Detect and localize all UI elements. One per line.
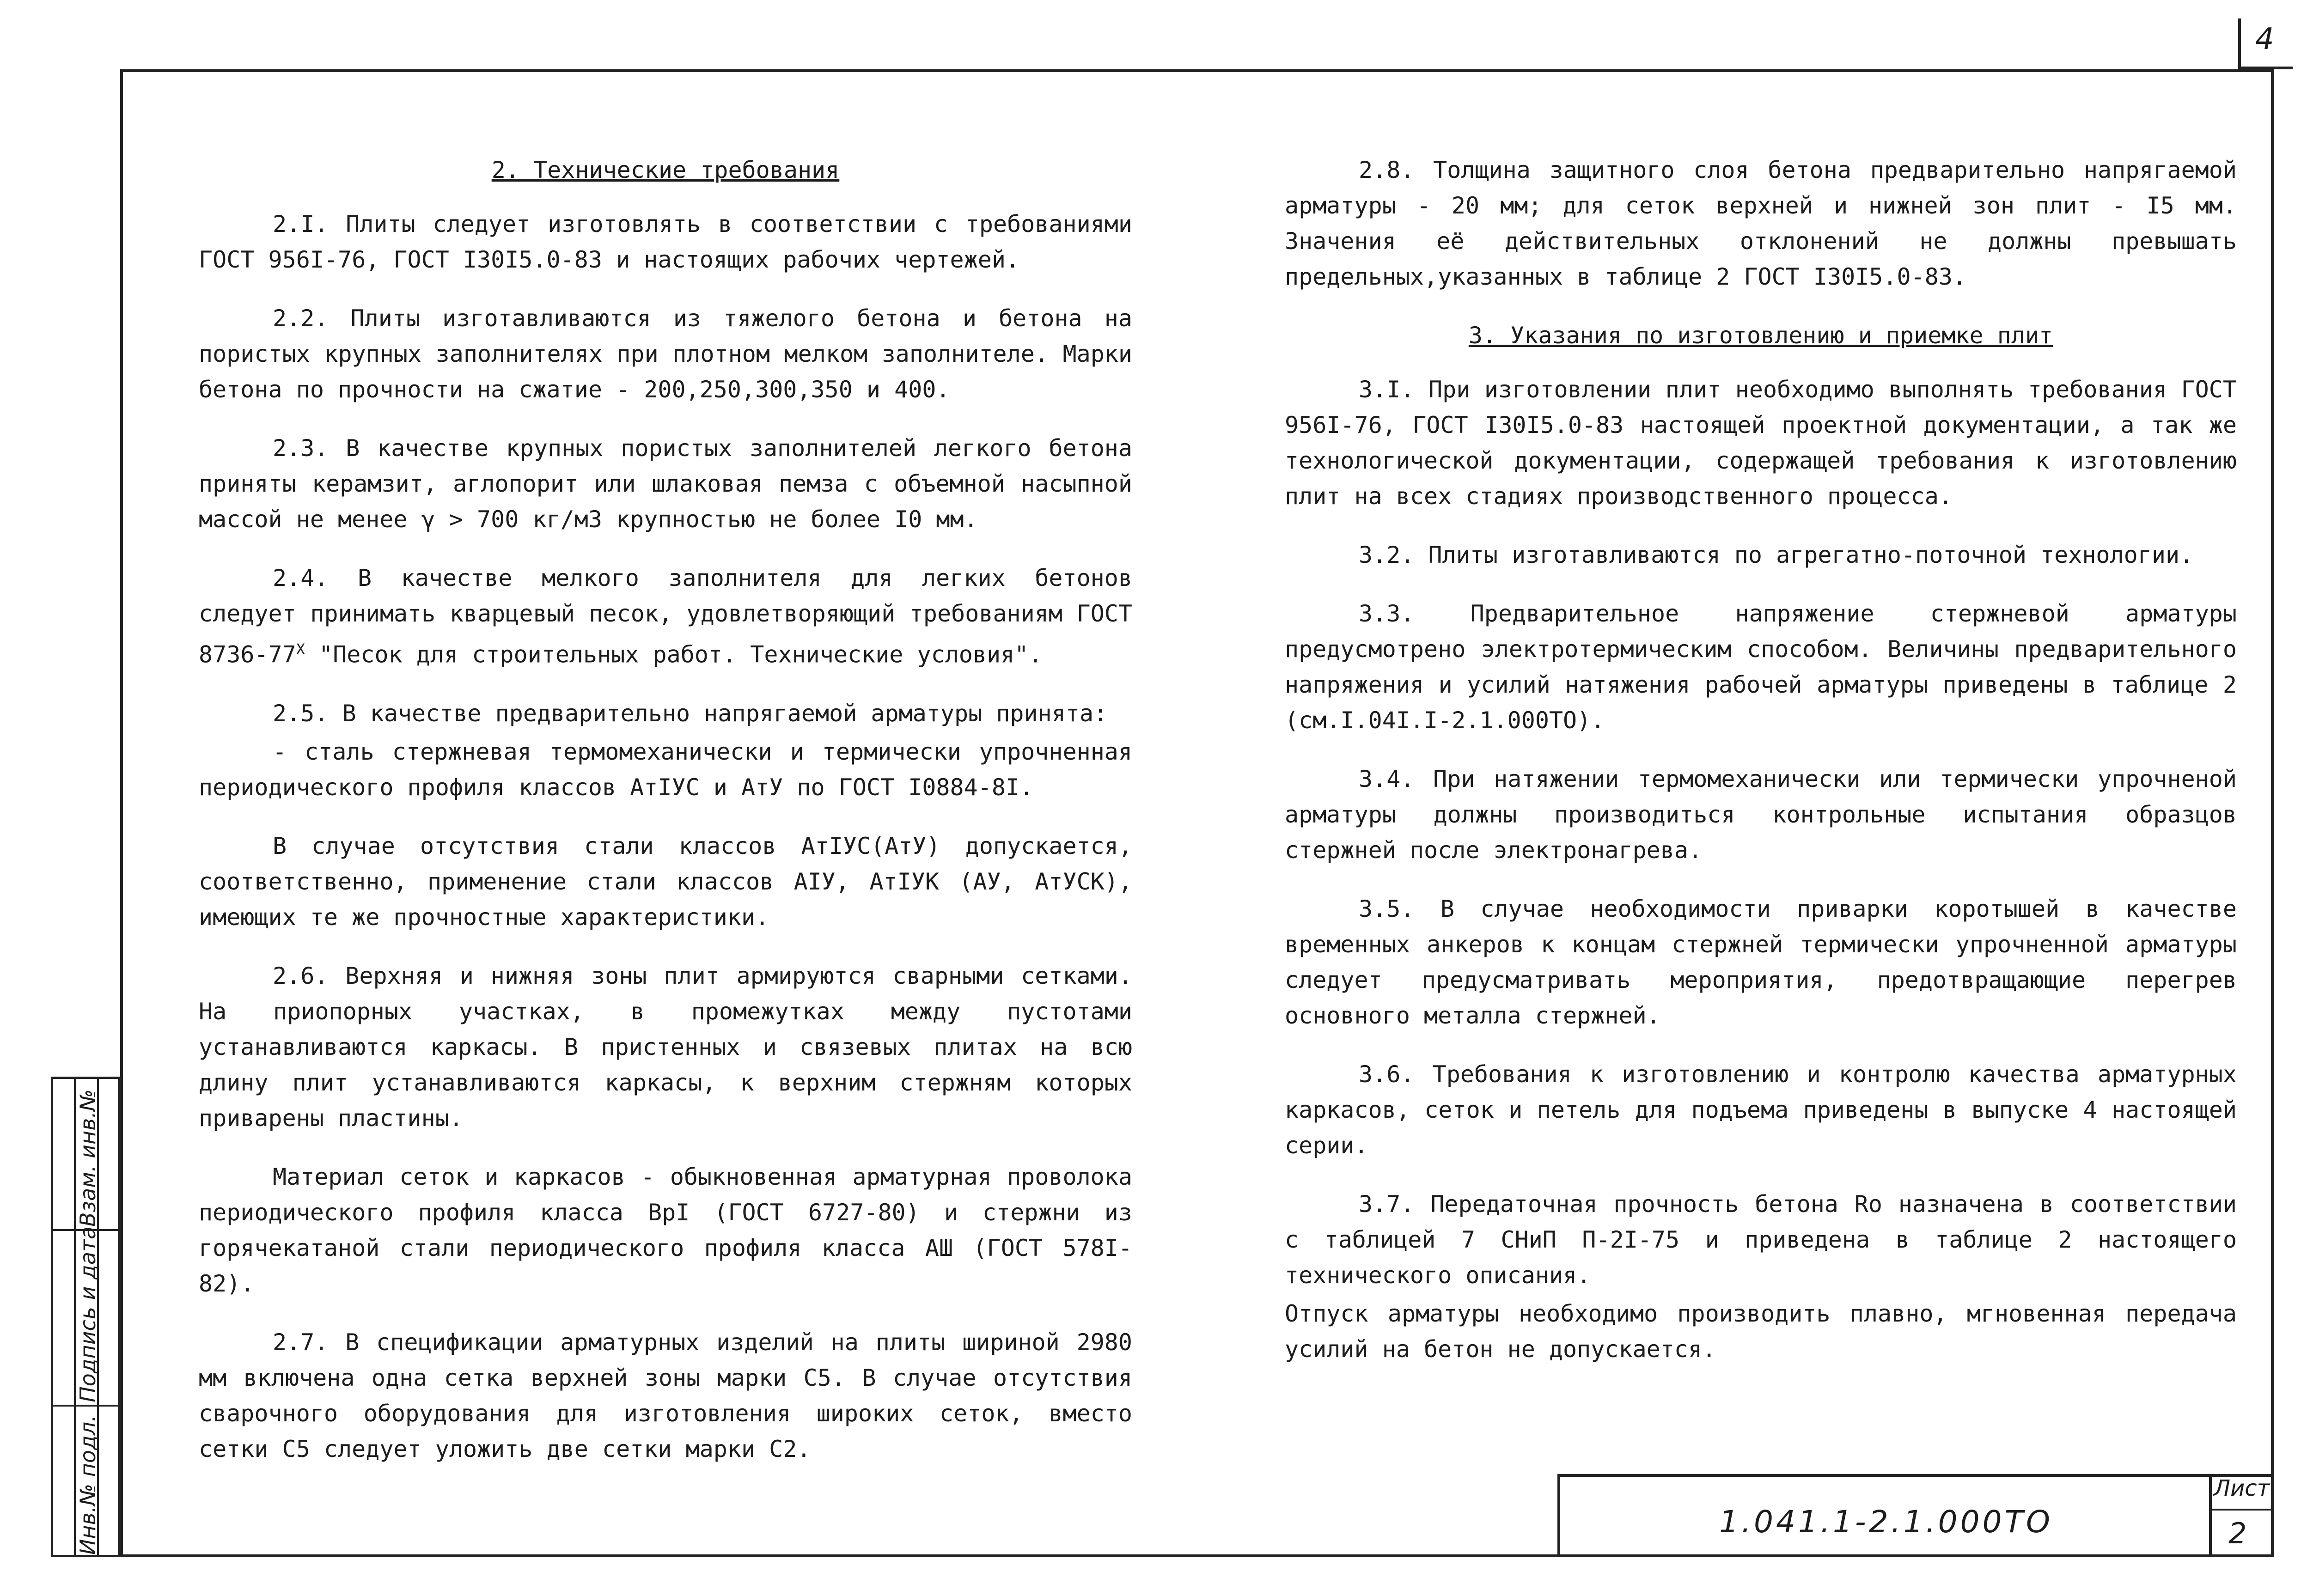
strip-label-signature: Подпись и дата <box>75 1226 100 1402</box>
strip-label-replacement: Взам. инв.№ <box>75 1089 100 1227</box>
section-2-heading: 2. Технические требования <box>491 157 840 183</box>
left-column <box>199 152 1132 1490</box>
paragraph-2-4-tail: "Песок для строительных работ. Технические условия". <box>305 641 1043 668</box>
corner-sheet-number: 4 <box>2255 22 2274 56</box>
paragraph-2-4-main: 2.4. В качестве мелкого заполнителя для легких бетонов следует принимать кварцевый песок, удовлетворяющий требованиям ГОСТ 8736-77 <box>199 565 1132 668</box>
paragraph-3-5: 3.5. В случае необходимости приварки коротышей в качестве временных анкеров к концам стержней термически упрочненной арматуры следует предусматривать мероприятия, предотвращающие перегрев основного металла стержней. <box>1285 895 2237 1029</box>
paragraph-3-1: 3.I. При изготовлении плит необходимо выполнять требования ГОСТ 956I-76, ГОСТ I30I5.0-83 настоящей проектной документации, а так же технологической документации, содержащей требования к изготовлению плит на всех стадиях производственного процесса. <box>1285 376 2237 510</box>
right-column <box>1285 152 2237 1390</box>
paragraph-3-7: 3.7. Передаточная прочность бетона Ro назначена в соответствии с таблицей 7 СНиП П-2I-75 и приведена в таблице 2 настоящего технического описания. <box>1285 1191 2237 1289</box>
sheet-number: 2 <box>2228 1517 2247 1550</box>
sheet-label: Лист <box>2214 1475 2270 1501</box>
paragraph-2-2: 2.2. Плиты изготавливаются из тяжелого бетона и бетона на пористых крупных заполнителях при плотном мелком заполнителе. Марки бетона по прочности на сжатие - 200,250,300,350 и 400. <box>199 305 1132 403</box>
paragraph-2-1: 2.I. Плиты следует изготовлять в соответствии с требованиями ГОСТ 956I-76, ГОСТ I30I5.0-83 и настоящих рабочих чертежей. <box>199 211 1132 273</box>
strip-label-inventory: Инв.№ подл. <box>75 1415 100 1555</box>
paragraph-3-7-note: Отпуск арматуры необходимо производить плавно, мгновенная передача усилий на бетон не допускается. <box>1285 1300 2237 1363</box>
paragraph-2-6-materials: Материал сеток и каркасов - обыкновенная арматурная проволока периодического профиля класса ВрI (ГОСТ 6727-80) и стержни из горячекатаной стали периодического профиля класса АШ (ГОСТ 578I-82). <box>199 1163 1132 1297</box>
paragraph-3-4: 3.4. При натяжении термомеханически или термически упрочненой арматуры должны производиться контрольные испытания образцов стержней после электронагрева. <box>1285 766 2237 864</box>
paragraph-2-5-note: В случае отсутствия стали классов АтIУС(АтУ) допускается, соответственно, применение стали классов АIУ, АтIУК (АУ, АтУСК), имеющих те же прочностные характеристики. <box>199 832 1132 931</box>
paragraph-3-6: 3.6. Требования к изготовлению и контролю качества арматурных каркасов, сеток и петель для подъема приведены в выпуске 4 настоящей серии. <box>1285 1061 2237 1159</box>
paragraph-3-2: 3.2. Плиты изготавливаются по агрегатно-поточной технологии. <box>1359 542 2194 568</box>
paragraph-2-8: 2.8. Толщина защитного слоя бетона предварительно напрягаемой арматуры - 20 мм; для сеток верхней и нижней зон плит - I5 мм. Значения её действительных отклонений не должны превышать предельных,указанных в таблице 2 ГОСТ I30I5.0-83. <box>1285 157 2237 290</box>
paragraph-2-6: 2.6. Верхняя и нижняя зоны плит армируются сварными сетками. На приопорных участках, в промежутках между пустотами устанавливаются каркасы. В пристенных и связевых плитах на всю длину плит устанавливаются каркасы, к верхним стержням которых приварены пластины. <box>199 962 1132 1132</box>
paragraph-3-3: 3.3. Предварительное напряжение стержневой арматуры предусмотрено электротермическим способом. Величины предварительного напряжения и усилий натяжения рабочей арматуры приведены в таблице 2 (см.I.04I.I-2.1.000ТО). <box>1285 600 2237 734</box>
paragraph-2-7: 2.7. В спецификации арматурных изделий на плиты шириной 2980 мм включена одна сетка верхней зоны марки С5. В случае отсутствия сварочного оборудования для изготовления широких сеток, вместо сетки С5 следует уложить две сетки марки С2. <box>199 1328 1132 1462</box>
paragraph-2-5-item: - сталь стержневая термомеханически и термически упрочненная периодического профиля классов АтIУС и АтУ по ГОСТ I0884-8I. <box>199 738 1132 801</box>
paragraph-2-4-superscript: Х <box>296 640 305 658</box>
section-3-heading: 3. Указания по изготовлению и приемке плит <box>1468 322 2053 349</box>
document-code: 1.041.1-2.1.000ТО <box>1719 1504 2053 1540</box>
paragraph-2-5: 2.5. В качестве предварительно напрягаемой арматуры принята: <box>273 700 1108 727</box>
paragraph-2-3: 2.3. В качестве крупных пористых заполнителей легкого бетона приняты керамзит, аглопорит или шлаковая пемза с объемной насыпной массой не менее γ > 700 кг/м3 крупностью не более I0 мм. <box>199 435 1132 533</box>
paragraph-2-4 <box>199 560 1132 673</box>
strip-row-divider <box>51 1405 120 1407</box>
sheet-cell-divider <box>2209 1509 2274 1511</box>
